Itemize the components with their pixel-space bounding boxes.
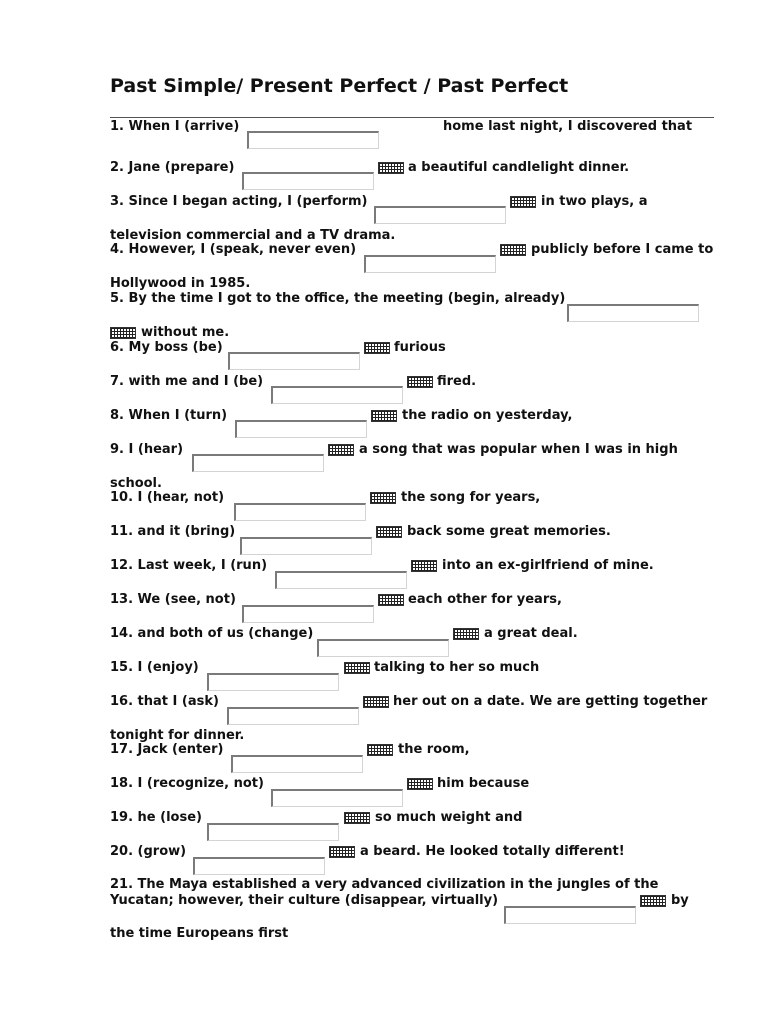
- keyboard-hint-icon[interactable]: [411, 560, 437, 572]
- question-16-text: her out on a date. We are getting together: [393, 694, 708, 709]
- answer-input-2[interactable]: [242, 172, 374, 190]
- question-19-text: so much weight and: [375, 810, 523, 825]
- answer-input-1[interactable]: [247, 131, 379, 149]
- question-2-prompt: 2. Jane (prepare): [110, 160, 235, 175]
- answer-input-3[interactable]: [374, 206, 506, 224]
- question-18-text: him because: [437, 776, 530, 791]
- question-3-continuation: television commercial and a TV drama.: [110, 228, 396, 243]
- question-9-continuation: school.: [110, 476, 162, 491]
- answer-input-16[interactable]: [227, 707, 359, 725]
- question-4-continuation: Hollywood in 1985.: [110, 276, 251, 291]
- title-underline: [110, 117, 714, 118]
- question-20-prompt: 20. (grow): [110, 844, 187, 859]
- question-17-text: the room,: [398, 742, 470, 757]
- keyboard-hint-icon[interactable]: [500, 244, 526, 256]
- answer-input-14[interactable]: [317, 639, 449, 657]
- question-18-prompt: 18. I (recognize, not): [110, 776, 264, 791]
- keyboard-hint-icon[interactable]: [344, 812, 370, 824]
- question-6-text: furious: [394, 340, 446, 355]
- question-7-text: fired.: [437, 374, 477, 389]
- keyboard-hint-icon[interactable]: [367, 744, 393, 756]
- keyboard-hint-icon[interactable]: [363, 696, 389, 708]
- question-19-prompt: 19. he (lose): [110, 810, 202, 825]
- keyboard-hint-icon[interactable]: [344, 662, 370, 674]
- keyboard-hint-icon[interactable]: [510, 196, 536, 208]
- answer-input-19[interactable]: [207, 823, 339, 841]
- question-12-text: into an ex-girlfriend of mine.: [442, 558, 654, 573]
- question-17-prompt: 17. Jack (enter): [110, 742, 224, 757]
- question-11-prompt: 11. and it (bring): [110, 524, 236, 539]
- question-14-prompt: 14. and both of us (change): [110, 626, 314, 641]
- question-3-prompt: 3. Since I began acting, I (perform): [110, 194, 368, 209]
- answer-input-8[interactable]: [235, 420, 367, 438]
- keyboard-hint-icon[interactable]: [640, 895, 666, 907]
- answer-input-12[interactable]: [275, 571, 407, 589]
- answer-input-6[interactable]: [228, 352, 360, 370]
- question-9-prompt: 9. I (hear): [110, 442, 184, 457]
- keyboard-hint-icon[interactable]: [364, 342, 390, 354]
- page-title: Past Simple/ Present Perfect / Past Perfect: [110, 75, 569, 97]
- question-8-prompt: 8. When I (turn): [110, 408, 228, 423]
- answer-input-9[interactable]: [192, 454, 324, 472]
- question-13-text: each other for years,: [408, 592, 562, 607]
- keyboard-hint-icon[interactable]: [110, 327, 136, 339]
- answer-input-17[interactable]: [231, 755, 363, 773]
- answer-input-21[interactable]: [504, 906, 636, 924]
- question-15-text: talking to her so much: [374, 660, 540, 675]
- question-21-text: by: [671, 893, 689, 908]
- keyboard-hint-icon[interactable]: [328, 444, 354, 456]
- keyboard-hint-icon[interactable]: [370, 492, 396, 504]
- question-21-prompt-line2: Yucatan; however, their culture (disappear, virtually): [110, 893, 499, 908]
- keyboard-hint-icon[interactable]: [407, 376, 433, 388]
- question-2-text: a beautiful candlelight dinner.: [408, 160, 630, 175]
- answer-input-7[interactable]: [271, 386, 403, 404]
- answer-input-5[interactable]: [567, 304, 699, 322]
- keyboard-hint-icon[interactable]: [371, 410, 397, 422]
- answer-input-18[interactable]: [271, 789, 403, 807]
- question-11-text: back some great memories.: [407, 524, 611, 539]
- question-5-prompt: 5. By the time I got to the office, the meeting (begin, already): [110, 291, 566, 306]
- answer-input-4[interactable]: [364, 255, 496, 273]
- answer-input-10[interactable]: [234, 503, 366, 521]
- keyboard-hint-icon[interactable]: [453, 628, 479, 640]
- answer-input-13[interactable]: [242, 605, 374, 623]
- answer-input-11[interactable]: [240, 537, 372, 555]
- keyboard-hint-icon[interactable]: [378, 162, 404, 174]
- question-8-text: the radio on yesterday,: [402, 408, 573, 423]
- question-15-prompt: 15. I (enjoy): [110, 660, 199, 675]
- question-9-text: a song that was popular when I was in high: [359, 442, 678, 457]
- keyboard-hint-icon[interactable]: [329, 846, 355, 858]
- keyboard-hint-icon[interactable]: [378, 594, 404, 606]
- question-16-prompt: 16. that I (ask): [110, 694, 219, 709]
- answer-input-15[interactable]: [207, 673, 339, 691]
- question-20-text: a beard. He looked totally different!: [360, 844, 625, 859]
- question-21-continuation: the time Europeans first: [110, 926, 289, 941]
- question-10-prompt: 10. I (hear, not): [110, 490, 225, 505]
- question-1-prompt: 1. When I (arrive): [110, 119, 240, 134]
- question-14-text: a great deal.: [484, 626, 578, 641]
- question-13-prompt: 13. We (see, not): [110, 592, 236, 607]
- answer-input-20[interactable]: [193, 857, 325, 875]
- question-7-prompt: 7. with me and I (be): [110, 374, 264, 389]
- question-6-prompt: 6. My boss (be): [110, 340, 223, 355]
- question-12-prompt: 12. Last week, I (run): [110, 558, 268, 573]
- question-10-text: the song for years,: [401, 490, 541, 505]
- question-3-text: in two plays, a: [541, 194, 648, 209]
- question-21-prompt: 21. The Maya established a very advanced civilization in the jungles of the: [110, 877, 659, 892]
- question-5-text: without me.: [141, 325, 230, 340]
- keyboard-hint-icon[interactable]: [376, 526, 402, 538]
- question-4-text: publicly before I came to: [531, 242, 714, 257]
- keyboard-hint-icon[interactable]: [407, 778, 433, 790]
- question-1-text: home last night, I discovered that: [443, 119, 693, 134]
- question-16-continuation: tonight for dinner.: [110, 728, 245, 743]
- question-4-prompt: 4. However, I (speak, never even): [110, 242, 357, 257]
